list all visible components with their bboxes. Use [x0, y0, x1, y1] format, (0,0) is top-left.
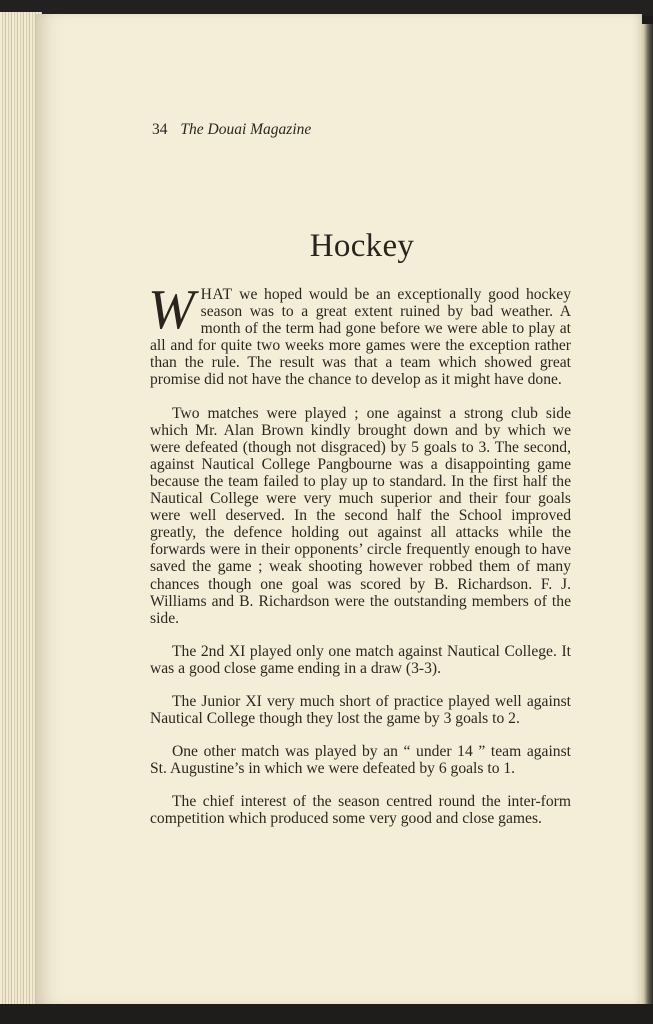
paragraph-1 — [148, 279, 571, 389]
paragraph-1-text: we hoped would be an exceptionally good hockey season was to a great extent ruined by bad weather. A month of the term had gone before we were able to play at all and for quite two weeks more games were the exception rather than the rule. The result was that a team which showed great promise did not have the chance to develop as it might have done. — [150, 286, 571, 389]
drop-cap: W — [148, 279, 195, 341]
paragraph-3: The 2nd XI played only one match against Nautical College. It was a good close game ending in a draw (3-3). — [150, 642, 571, 677]
running-head — [152, 121, 311, 139]
lead-in-text: HAT — [200, 286, 233, 303]
paragraph-4: The Junior XI very much short of practice played well against Nautical College though they lost the game by 3 goals to 2. — [150, 692, 571, 728]
article-title: Hockey — [309, 228, 415, 264]
magazine-title: The Douai Magazine — [180, 121, 312, 138]
paragraph-5: One other match was played by an “ under 14 ” team against St. Augustine’s in which we were defeated by 6 goals to 1. — [150, 743, 571, 778]
page-number: 34 — [152, 121, 168, 138]
paragraph-2: Two matches were played ; one against a strong club side which Mr. Alan Brown kindly brought down and by which we were defeated (though not disgraced) by 5 goals to 3. The second, against Nautical College Pangbourne was a disappointing game because the team failed to play up to standard. In the first half the Nautical College were very much superior and their four goals were well deserved. In the second half the School improved greatly, the defence holding out against all attacks while the forwards were in their opponents’ circle frequently enough to have saved the game ; weak shooting however robbed them of many chances though one goal was scored by B. Richardson. F. J. Williams and B. Richardson were the outstanding members of the side. — [150, 404, 571, 627]
book-cover-bottom-edge — [0, 1004, 653, 1024]
page-right-edge — [640, 24, 653, 1004]
paragraph-6: The chief interest of the season centred round the inter-form competition which produced some very good and close games. — [150, 793, 571, 828]
article-body — [148, 279, 571, 844]
